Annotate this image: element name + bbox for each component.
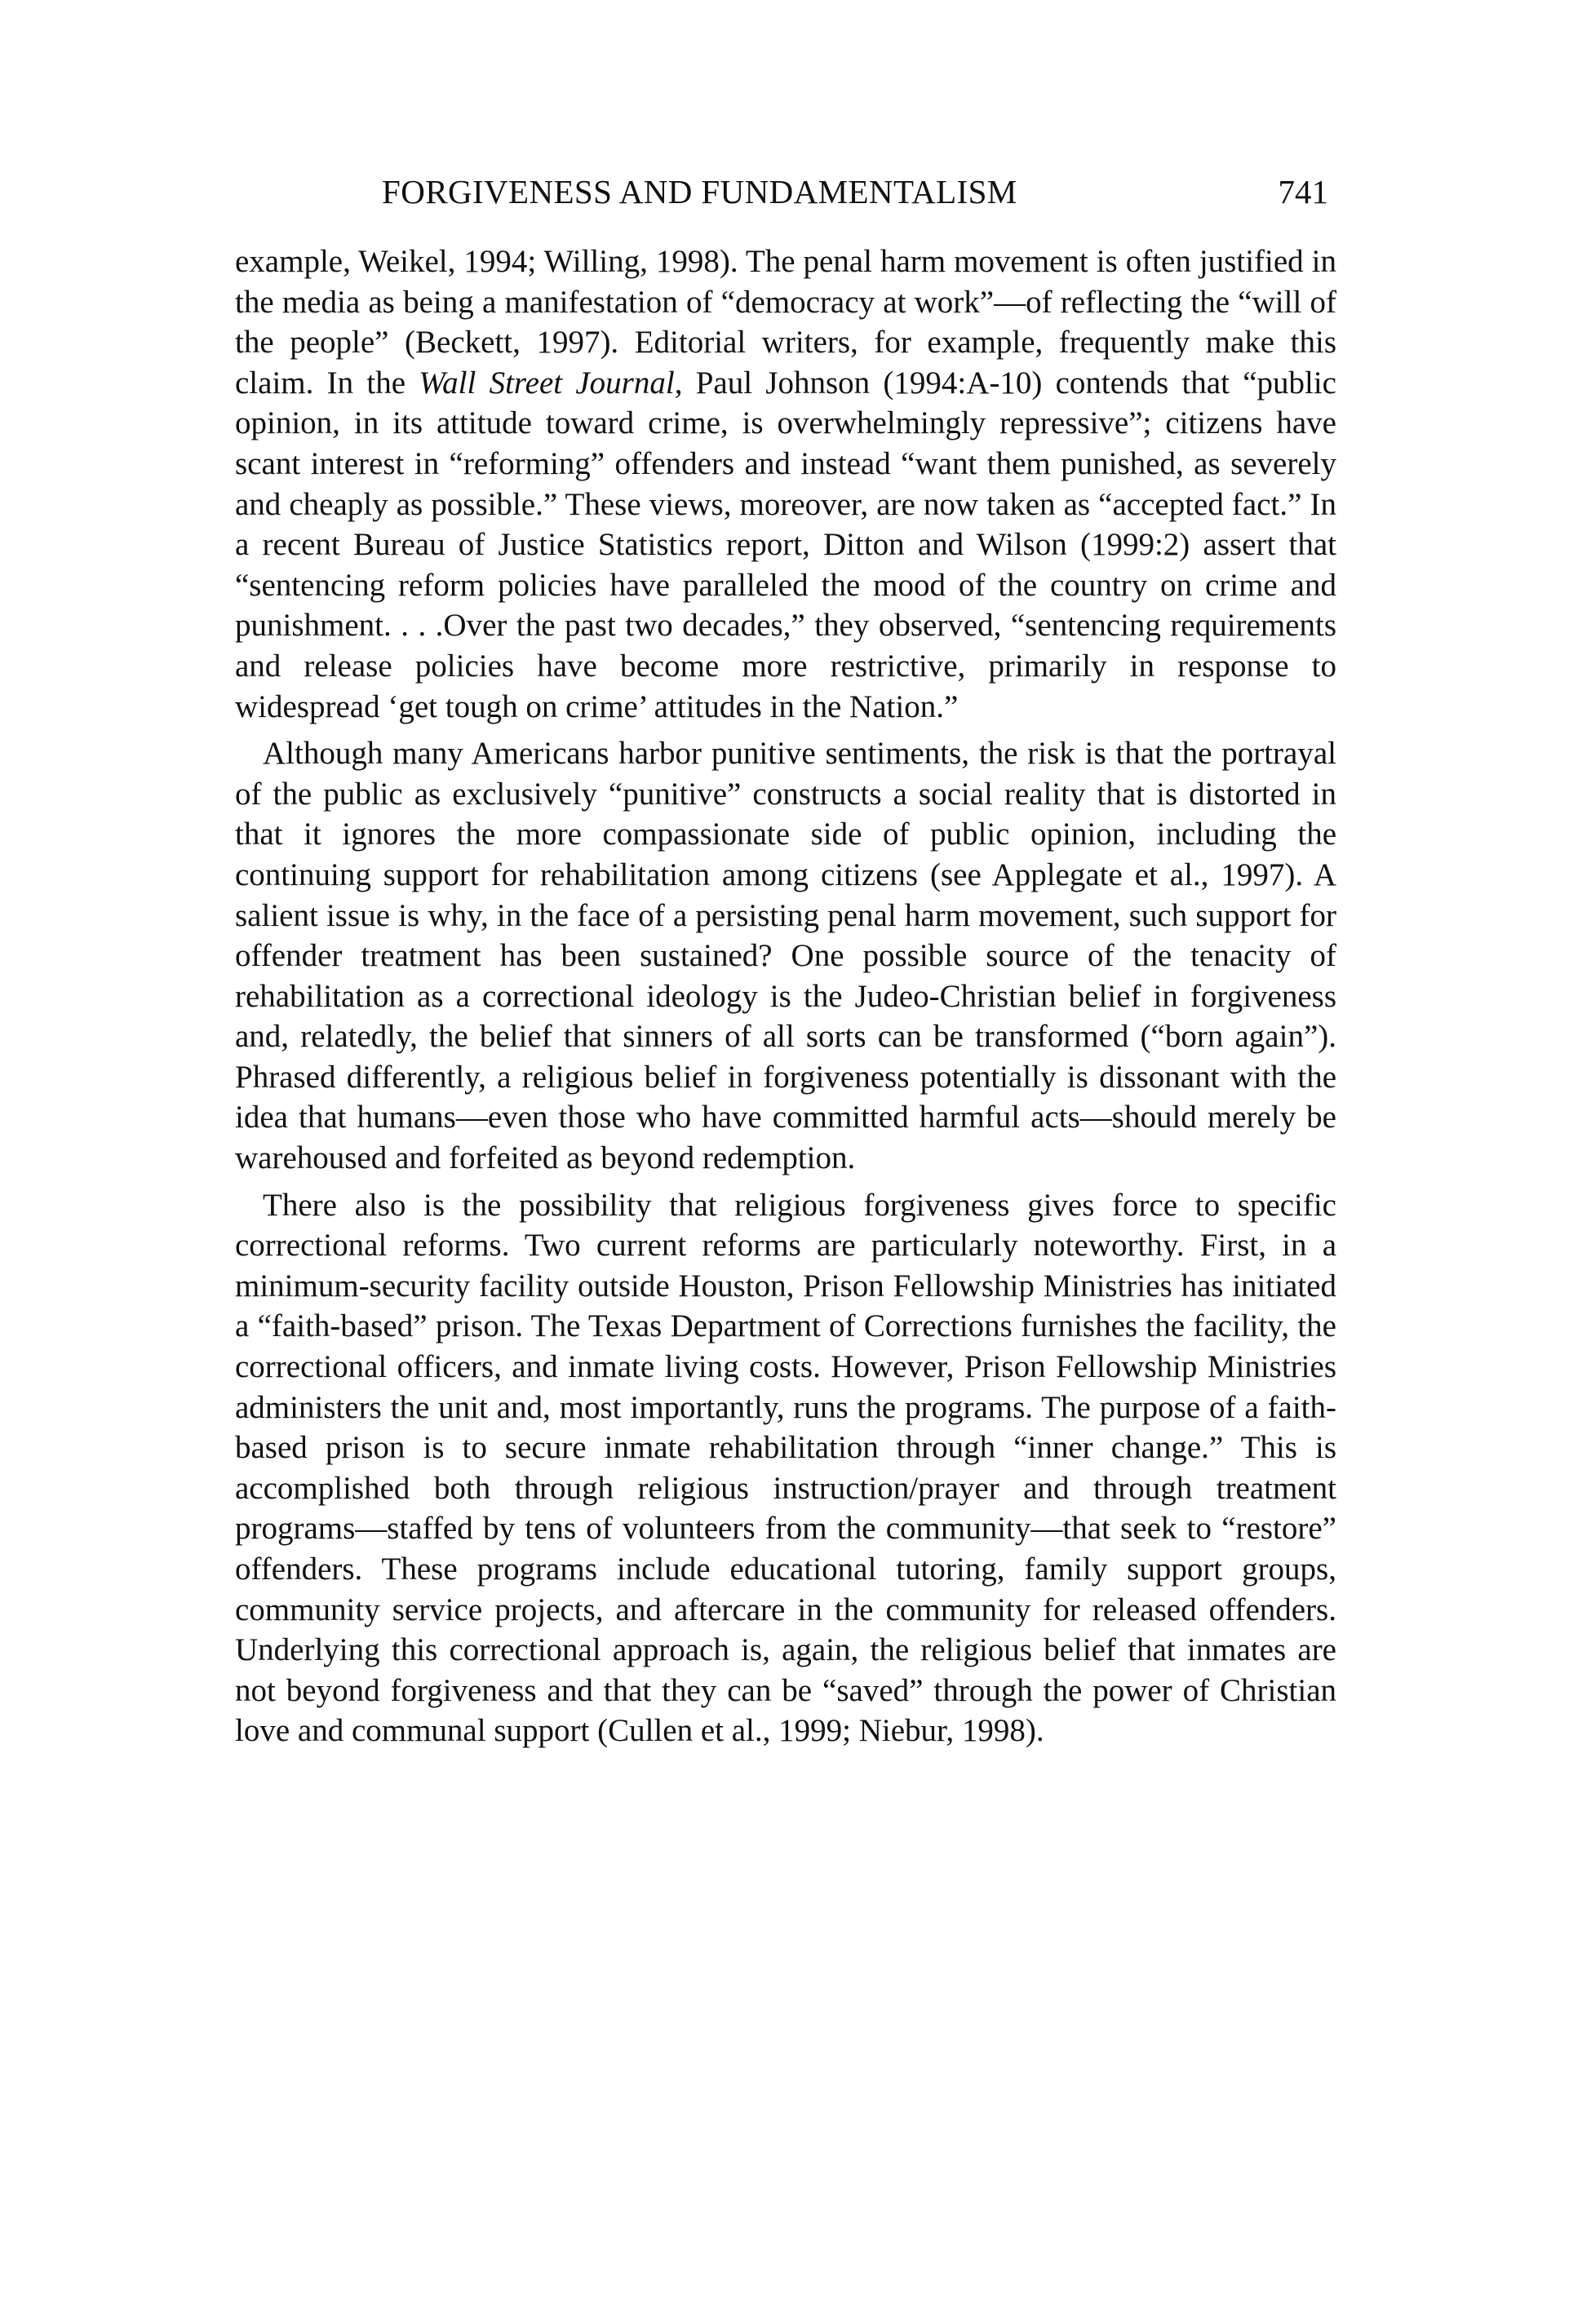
paragraph-1-text-start: example, Weikel, 1994; Willing, 1998). The penal harm movement is often justified in the media as being a manifestation of “democracy at work”—of reflecting the “will of the people” (Beckett, 1997). Editorial writers, for example, frequently make this claim. In the [235,244,1336,401]
page-number: 741 [1278,173,1328,210]
paragraph-2: Although many Americans harbor punitive sentiments, the risk is that the portrayal of the public as exclusively “punitive” constructs a social reality that is distorted in that it ignores the more compassionate side of public opinion, including the continuing support for rehabilitation among citizens (see Applegate et al., 1997). A salient issue is why, in the face of a persisting penal harm movement, such support for offender treatment has been sustained? One possible source of the tenacity of rehabilitation as a correctional ideology is the Judeo-Christian belief in forgiveness and, relatedly, the belief that sinners of all sorts can be transformed (“born again”). Phrased differently, a religious belief in forgiveness potentially is dissonant with the idea that humans—even those who have committed harmful acts—should merely be warehoused and forfeited as beyond redemption. [235,736,1336,1176]
body-text [235,241,1336,1751]
paragraph-1 [235,241,1336,727]
page [235,163,1336,1751]
paragraph-3: There also is the possibility that religious forgiveness gives force to specific correctional reforms. Two current reforms are particularly noteworthy. First, in a minimum-security facility outside Houston, Prison Fellowship Ministries has initiated a “faith-based” prison. The Texas Department of Corrections furnishes the facility, the correctional officers, and inmate living costs. However, Prison Fellowship Ministries administers the unit and, most importantly, runs the programs. The purpose of a faith-based prison is to secure inmate rehabilitation through “inner change.” This is accomplished both through religious instruction/prayer and through treatment programs—staffed by tens of volunteers from the community—that seek to “restore” offenders. These programs include educational tutoring, family support groups, community service projects, and aftercare in the community for released offenders. Underlying this correctional approach is, again, the religious belief that inmates are not beyond forgiveness and that they can be “saved” through the power of Christian love and communal support (Cullen et al., 1999; Niebur, 1998). [235,1187,1336,1749]
running-head [235,163,1336,220]
paragraph-1-text-end: Paul Johnson (1994:A-10) contends that “public opinion, in its attitude toward crime, is overwhelmingly repressive”; citizens have scant interest in “reforming” offenders and instead “want them punished, as severely and cheaply as possible.” These views, moreover, are now taken as “accepted fact.” In a recent Bureau of Justice Statistics report, Ditton and Wilson (1999:2) assert that “sentencing reform policies have paralleled the mood of the country on crime and punishment. . . .Over the past two decades,” they observed, “sentencing requirements and release policies have become more restrictive, primarily in response to widespread ‘get tough on crime’ attitudes in the Nation.” [235,365,1336,724]
journal-title: Wall Street Journal, [419,365,683,401]
running-title: FORGIVENESS AND FUNDAMENTALISM [382,173,1017,210]
